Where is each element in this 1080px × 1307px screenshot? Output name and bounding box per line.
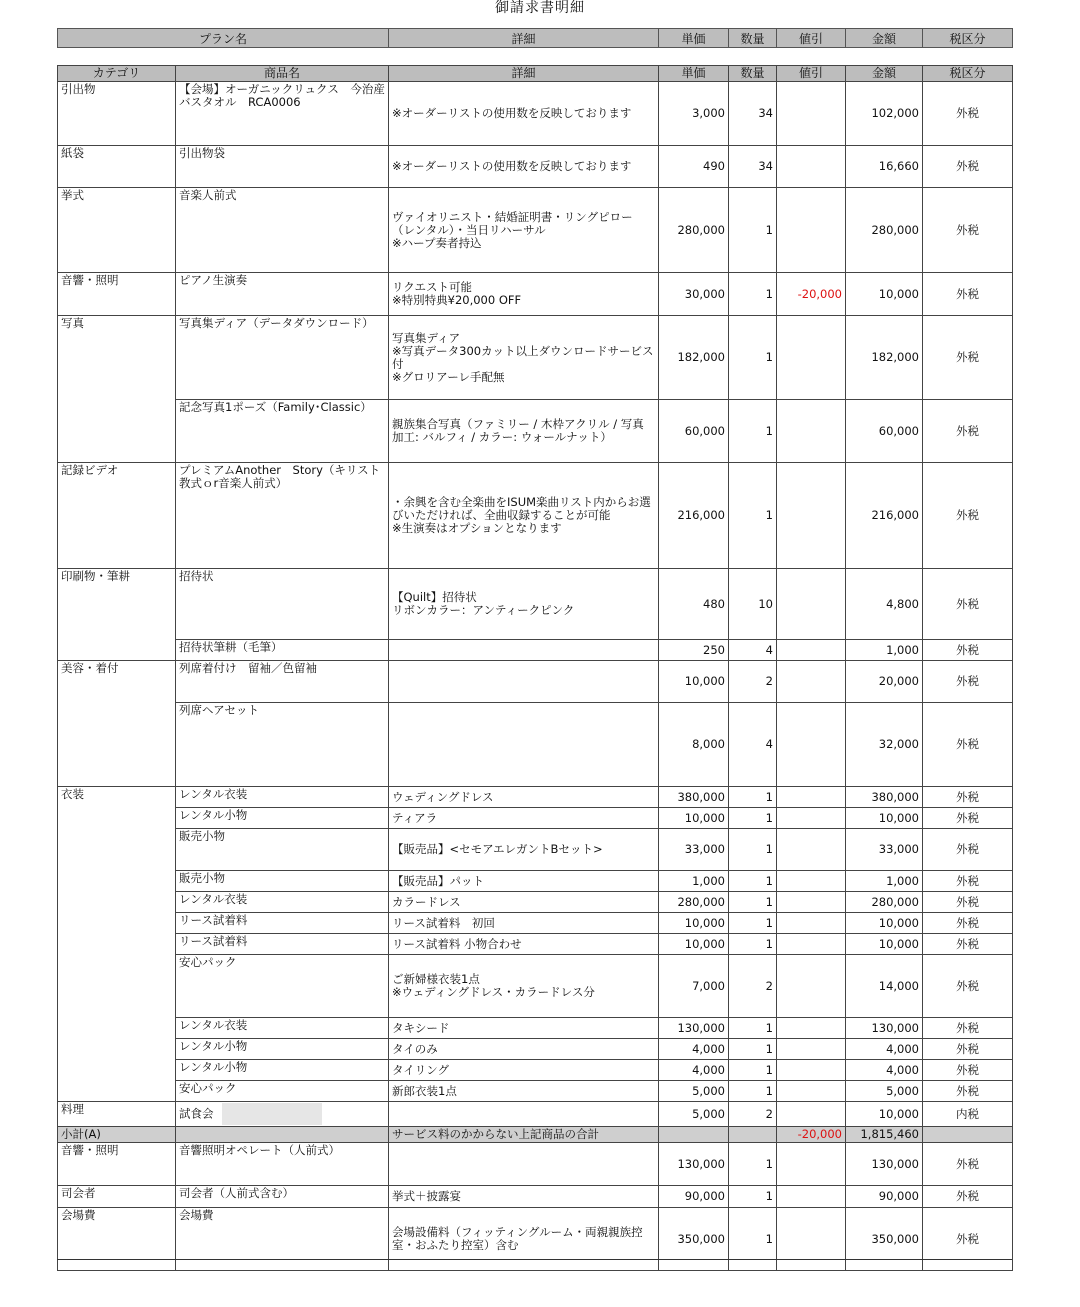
quantity-cell: 2: [729, 1102, 777, 1127]
unit-price-cell: 7,000: [659, 955, 729, 1018]
blank-cell: [659, 1127, 729, 1143]
table-row: [58, 892, 1013, 913]
product-name-cell: 販売小物: [176, 871, 389, 892]
column-header: 数量: [729, 66, 777, 82]
quantity-cell: 1: [729, 463, 777, 569]
product-name-cell: リース試着料: [176, 934, 389, 955]
category-cell: 美容・着付: [58, 661, 176, 703]
table-row: [58, 808, 1013, 829]
discount-cell: [777, 892, 846, 913]
amount-cell: 33,000: [846, 829, 923, 871]
amount-cell: 10,000: [846, 1102, 923, 1127]
product-name-cell: レンタル小物: [176, 808, 389, 829]
tax-type-cell: 外税: [923, 934, 1013, 955]
unit-price-cell: 250: [659, 640, 729, 661]
product-name-cell: リース試着料: [176, 913, 389, 934]
product-name-cell: 司会者（人前式含む）: [176, 1186, 389, 1208]
category-cell: [58, 703, 176, 787]
category-cell: [58, 1018, 176, 1039]
product-name-cell: プレミアムAnother Story（キリスト教式ｏr音楽人前式）: [176, 463, 389, 569]
quantity-cell: 1: [729, 316, 777, 400]
product-name-cell: レンタル衣装: [176, 892, 389, 913]
table-row: [58, 934, 1013, 955]
product-name-cell: 記念写真1ポーズ（Family･Classic）: [176, 400, 389, 463]
category-cell: [58, 808, 176, 829]
category-cell: 衣装: [58, 787, 176, 808]
quantity-cell: 1: [729, 1186, 777, 1208]
detail-cell: タイリング: [389, 1060, 659, 1081]
discount-cell: [777, 463, 846, 569]
quantity-cell: 34: [729, 146, 777, 188]
unit-price-cell: 490: [659, 146, 729, 188]
tax-type-cell: 外税: [923, 787, 1013, 808]
column-header: カテゴリ: [58, 66, 176, 82]
tax-type-cell: 外税: [923, 703, 1013, 787]
amount-cell: 20,000: [846, 661, 923, 703]
detail-cell: ウェディングドレス: [389, 787, 659, 808]
detail-cell: カラードレス: [389, 892, 659, 913]
unit-price-cell: 216,000: [659, 463, 729, 569]
detail-cell: ご新婦様衣装1点 ※ウェディングドレス・カラードレス分: [389, 955, 659, 1018]
quantity-cell: 1: [729, 1018, 777, 1039]
table-row: [58, 913, 1013, 934]
detail-cell: 親族集合写真（ファミリー / 木枠アクリル / 写真加工: バルフィ / カラー: ウォールナット）: [389, 400, 659, 463]
table-row: [58, 640, 1013, 661]
quantity-cell: 1: [729, 913, 777, 934]
tax-type-cell: 外税: [923, 1186, 1013, 1208]
tax-type-cell: 外税: [923, 146, 1013, 188]
discount-cell: [777, 82, 846, 146]
amount-cell: 10,000: [846, 273, 923, 316]
unit-price-cell: 280,000: [659, 188, 729, 273]
blank-cell: [923, 1127, 1013, 1143]
table-bottom-rule: [57, 1259, 1012, 1260]
tax-type-cell: 外税: [923, 188, 1013, 273]
tax-type-cell: 外税: [923, 829, 1013, 871]
amount-cell: 4,000: [846, 1060, 923, 1081]
quantity-cell: 2: [729, 955, 777, 1018]
invoice-table: [57, 65, 1013, 1271]
discount-cell: [777, 661, 846, 703]
product-name-cell: 販売小物: [176, 829, 389, 871]
amount-cell: 1,000: [846, 871, 923, 892]
product-name-cell: 安心パック: [176, 955, 389, 1018]
discount-cell: [777, 934, 846, 955]
amount-cell: 130,000: [846, 1018, 923, 1039]
category-cell: 料理: [58, 1102, 176, 1127]
quantity-cell: 1: [729, 273, 777, 316]
unit-price-cell: 60,000: [659, 400, 729, 463]
detail-cell: 会場設備料（フィッティングルーム・両親親族控室・おふたり控室）含む: [389, 1208, 659, 1271]
discount-cell: [777, 829, 846, 871]
quantity-cell: 34: [729, 82, 777, 146]
tax-type-cell: 外税: [923, 913, 1013, 934]
amount-cell: 10,000: [846, 913, 923, 934]
unit-price-cell: 350,000: [659, 1208, 729, 1271]
table-row: [58, 1143, 1013, 1186]
unit-price-cell: 30,000: [659, 273, 729, 316]
tax-type-cell: 外税: [923, 808, 1013, 829]
quantity-cell: 1: [729, 1143, 777, 1186]
detail-cell: [389, 1143, 659, 1186]
table-row: [58, 146, 1013, 188]
tax-type-cell: 外税: [923, 955, 1013, 1018]
detail-cell: 挙式＋披露宴: [389, 1186, 659, 1208]
tax-type-cell: 外税: [923, 871, 1013, 892]
discount-cell: [777, 400, 846, 463]
tax-type-cell: 外税: [923, 463, 1013, 569]
plan-header-cell: 金額: [846, 29, 923, 48]
amount-cell: 380,000: [846, 787, 923, 808]
detail-cell: [389, 703, 659, 787]
product-name-cell: レンタル衣装: [176, 1018, 389, 1039]
category-cell: 挙式: [58, 188, 176, 273]
table-row: [58, 463, 1013, 569]
product-name-cell: 写真集ディア（データダウンロード）: [176, 316, 389, 400]
category-cell: 音響・照明: [58, 1143, 176, 1186]
discount-cell: [777, 1018, 846, 1039]
quantity-cell: 1: [729, 188, 777, 273]
amount-cell: 182,000: [846, 316, 923, 400]
unit-price-cell: 5,000: [659, 1102, 729, 1127]
column-header-row: [58, 66, 1013, 82]
discount-cell: [777, 1102, 846, 1127]
column-header: 商品名: [176, 66, 389, 82]
product-name-cell: 音楽人前式: [176, 188, 389, 273]
amount-cell: 102,000: [846, 82, 923, 146]
plan-header-cell: 値引: [777, 29, 846, 48]
tax-type-cell: 外税: [923, 1060, 1013, 1081]
detail-cell: ※オーダーリストの使用数を反映しております: [389, 146, 659, 188]
table-row: [58, 273, 1013, 316]
detail-cell: リース試着料 初回: [389, 913, 659, 934]
category-cell: 印刷物・筆耕: [58, 569, 176, 640]
discount-cell: [777, 955, 846, 1018]
tax-type-cell: 外税: [923, 316, 1013, 400]
discount-cell: [777, 640, 846, 661]
tax-type-cell: 外税: [923, 82, 1013, 146]
unit-price-cell: 33,000: [659, 829, 729, 871]
unit-price-cell: 130,000: [659, 1143, 729, 1186]
detail-cell: ※オーダーリストの使用数を反映しております: [389, 82, 659, 146]
discount-cell: [777, 1081, 846, 1102]
detail-cell: 写真集ディア ※写真データ300カット以上ダウンロードサービス付 ※グロリアーレ手配無: [389, 316, 659, 400]
unit-price-cell: 130,000: [659, 1018, 729, 1039]
table-row: [58, 316, 1013, 400]
unit-price-cell: 4,000: [659, 1039, 729, 1060]
column-header: 税区分: [923, 66, 1013, 82]
discount-cell: [777, 1143, 846, 1186]
discount-cell: [777, 913, 846, 934]
quantity-cell: 1: [729, 1039, 777, 1060]
category-cell: [58, 400, 176, 463]
table-row: [58, 569, 1013, 640]
table-row: [58, 1039, 1013, 1060]
category-cell: 記録ビデオ: [58, 463, 176, 569]
unit-price-cell: 10,000: [659, 808, 729, 829]
table-row: [58, 787, 1013, 808]
tax-type-cell: 外税: [923, 892, 1013, 913]
category-cell: 司会者: [58, 1186, 176, 1208]
amount-cell: 216,000: [846, 463, 923, 569]
quantity-cell: 1: [729, 892, 777, 913]
unit-price-cell: 10,000: [659, 661, 729, 703]
unit-price-cell: 380,000: [659, 787, 729, 808]
table-row: [58, 661, 1013, 703]
unit-price-cell: 182,000: [659, 316, 729, 400]
unit-price-cell: 480: [659, 569, 729, 640]
quantity-cell: 1: [729, 787, 777, 808]
table-row: [58, 1208, 1013, 1271]
amount-cell: 16,660: [846, 146, 923, 188]
subtotal-amount: 1,815,460: [846, 1127, 923, 1143]
category-cell: [58, 1081, 176, 1102]
category-cell: [58, 934, 176, 955]
table-row: [58, 871, 1013, 892]
amount-cell: 280,000: [846, 892, 923, 913]
quantity-cell: 1: [729, 871, 777, 892]
detail-cell: 【販売品】パット: [389, 871, 659, 892]
category-cell: [58, 829, 176, 871]
discount-cell: [777, 703, 846, 787]
tax-type-cell: 外税: [923, 661, 1013, 703]
category-cell: 引出物: [58, 82, 176, 146]
discount-cell: [777, 1060, 846, 1081]
amount-cell: 10,000: [846, 934, 923, 955]
quantity-cell: 1: [729, 1081, 777, 1102]
discount-cell: [777, 1039, 846, 1060]
detail-cell: [389, 1102, 659, 1127]
discount-cell: [777, 188, 846, 273]
table-row: [58, 82, 1013, 146]
subtotal-discount: -20,000: [777, 1127, 846, 1143]
quantity-cell: 2: [729, 661, 777, 703]
category-cell: [58, 1060, 176, 1081]
product-name-cell: 招待状: [176, 569, 389, 640]
unit-price-cell: 8,000: [659, 703, 729, 787]
discount-cell: [777, 808, 846, 829]
tax-type-cell: 外税: [923, 1039, 1013, 1060]
tax-type-cell: 外税: [923, 273, 1013, 316]
category-cell: [58, 955, 176, 1018]
unit-price-cell: 10,000: [659, 913, 729, 934]
unit-price-cell: 280,000: [659, 892, 729, 913]
detail-cell: リクエスト可能 ※特別特典¥20,000 OFF: [389, 273, 659, 316]
column-header: 単価: [659, 66, 729, 82]
detail-cell: [389, 661, 659, 703]
discount-cell: [777, 146, 846, 188]
table-row: [58, 400, 1013, 463]
amount-cell: 14,000: [846, 955, 923, 1018]
product-name-cell: レンタル衣装: [176, 787, 389, 808]
subtotal-detail: サービス料のかからない上記商品の合計: [389, 1127, 659, 1143]
product-name-cell: レンタル小物: [176, 1039, 389, 1060]
category-cell: 音響・照明: [58, 273, 176, 316]
tax-type-cell: 外税: [923, 400, 1013, 463]
quantity-cell: 4: [729, 640, 777, 661]
product-name-cell: ピアノ生演奏: [176, 273, 389, 316]
column-header: 詳細: [389, 66, 659, 82]
detail-cell: 【販売品】<セモアエレガントBセット>: [389, 829, 659, 871]
product-name-cell: 【会場】オーガニックリュクス 今治産バスタオル RCA0006: [176, 82, 389, 146]
product-name-cell: 会場費: [176, 1208, 389, 1271]
quantity-cell: 4: [729, 703, 777, 787]
subtotal-row: [58, 1127, 1013, 1143]
table-row: [58, 1102, 1013, 1127]
unit-price-cell: 90,000: [659, 1186, 729, 1208]
unit-price-cell: 5,000: [659, 1081, 729, 1102]
tax-type-cell: 外税: [923, 1208, 1013, 1271]
detail-cell: 【Quilt】招待状 リボンカラー：アンティークピンク: [389, 569, 659, 640]
detail-cell: [389, 640, 659, 661]
product-name-cell: 列席着付け 留袖／色留袖: [176, 661, 389, 703]
product-name-cell: 列席ヘアセット: [176, 703, 389, 787]
amount-cell: 130,000: [846, 1143, 923, 1186]
amount-cell: 350,000: [846, 1208, 923, 1271]
amount-cell: 280,000: [846, 188, 923, 273]
category-cell: [58, 892, 176, 913]
category-cell: [58, 871, 176, 892]
quantity-cell: 1: [729, 400, 777, 463]
detail-cell: ヴァイオリニスト・結婚証明書・リングピロー（レンタル）・当日リハーサル ※ハープ奏者持込: [389, 188, 659, 273]
plan-header-cell: 詳細: [389, 29, 659, 48]
product-name-cell: 招待状筆耕（毛筆）: [176, 640, 389, 661]
amount-cell: 1,000: [846, 640, 923, 661]
plan-header-cell: 税区分: [923, 29, 1013, 48]
detail-cell: ・余興を含む全楽曲をISUM楽曲リスト内からお選びいただければ、全曲収録することが可能 ※生演奏はオプションとなります: [389, 463, 659, 569]
category-cell: 紙袋: [58, 146, 176, 188]
quantity-cell: 1: [729, 1060, 777, 1081]
quantity-cell: 1: [729, 934, 777, 955]
blank-cell: [176, 1127, 389, 1143]
product-name-cell: 試食会: [176, 1102, 389, 1127]
blank-cell: [729, 1127, 777, 1143]
amount-cell: 32,000: [846, 703, 923, 787]
column-header: 金額: [846, 66, 923, 82]
tax-type-cell: 外税: [923, 1143, 1013, 1186]
discount-cell: [777, 1186, 846, 1208]
tax-type-cell: 外税: [923, 1018, 1013, 1039]
amount-cell: 4,800: [846, 569, 923, 640]
table-row: [58, 1186, 1013, 1208]
product-name-cell: レンタル小物: [176, 1060, 389, 1081]
amount-cell: 5,000: [846, 1081, 923, 1102]
column-header: 値引: [777, 66, 846, 82]
quantity-cell: 1: [729, 829, 777, 871]
tax-type-cell: 外税: [923, 569, 1013, 640]
tax-type-cell: 外税: [923, 1081, 1013, 1102]
category-cell: 会場費: [58, 1208, 176, 1271]
unit-price-cell: 1,000: [659, 871, 729, 892]
category-cell: [58, 640, 176, 661]
detail-cell: タイのみ: [389, 1039, 659, 1060]
product-name-cell: 音響照明オペレート（人前式）: [176, 1143, 389, 1186]
category-cell: [58, 1039, 176, 1060]
table-row: [58, 955, 1013, 1018]
table-row: [58, 1060, 1013, 1081]
product-name-cell: 安心パック: [176, 1081, 389, 1102]
unit-price-cell: 4,000: [659, 1060, 729, 1081]
detail-cell: タキシード: [389, 1018, 659, 1039]
category-cell: [58, 913, 176, 934]
tax-type-cell: 内税: [923, 1102, 1013, 1127]
tax-type-cell: 外税: [923, 640, 1013, 661]
discount-cell: [777, 871, 846, 892]
amount-cell: 60,000: [846, 400, 923, 463]
amount-cell: 10,000: [846, 808, 923, 829]
amount-cell: 4,000: [846, 1039, 923, 1060]
detail-cell: ティアラ: [389, 808, 659, 829]
table-row: [58, 188, 1013, 273]
detail-cell: 新郎衣装1点: [389, 1081, 659, 1102]
product-name-cell: 引出物袋: [176, 146, 389, 188]
discount-cell: [777, 316, 846, 400]
discount-cell: [777, 569, 846, 640]
plan-header-cell: プラン名: [58, 29, 389, 48]
plan-header-cell: 数量: [729, 29, 777, 48]
table-row: [58, 1018, 1013, 1039]
quantity-cell: 1: [729, 1208, 777, 1271]
table-row: [58, 1081, 1013, 1102]
detail-cell: リース試着料 小物合わせ: [389, 934, 659, 955]
quantity-cell: 1: [729, 808, 777, 829]
table-row: [58, 703, 1013, 787]
quantity-cell: 10: [729, 569, 777, 640]
redacted-block: [222, 1103, 322, 1125]
unit-price-cell: 3,000: [659, 82, 729, 146]
table-row: [58, 829, 1013, 871]
unit-price-cell: 10,000: [659, 934, 729, 955]
subtotal-label: 小計(A): [58, 1127, 176, 1143]
discount-cell: [777, 787, 846, 808]
plan-header-table: [57, 28, 1013, 48]
page-title: 御請求書明細: [495, 0, 585, 16]
amount-cell: 90,000: [846, 1186, 923, 1208]
discount-cell: [777, 1208, 846, 1271]
plan-header-cell: 単価: [659, 29, 729, 48]
discount-cell: -20,000: [777, 273, 846, 316]
category-cell: 写真: [58, 316, 176, 400]
